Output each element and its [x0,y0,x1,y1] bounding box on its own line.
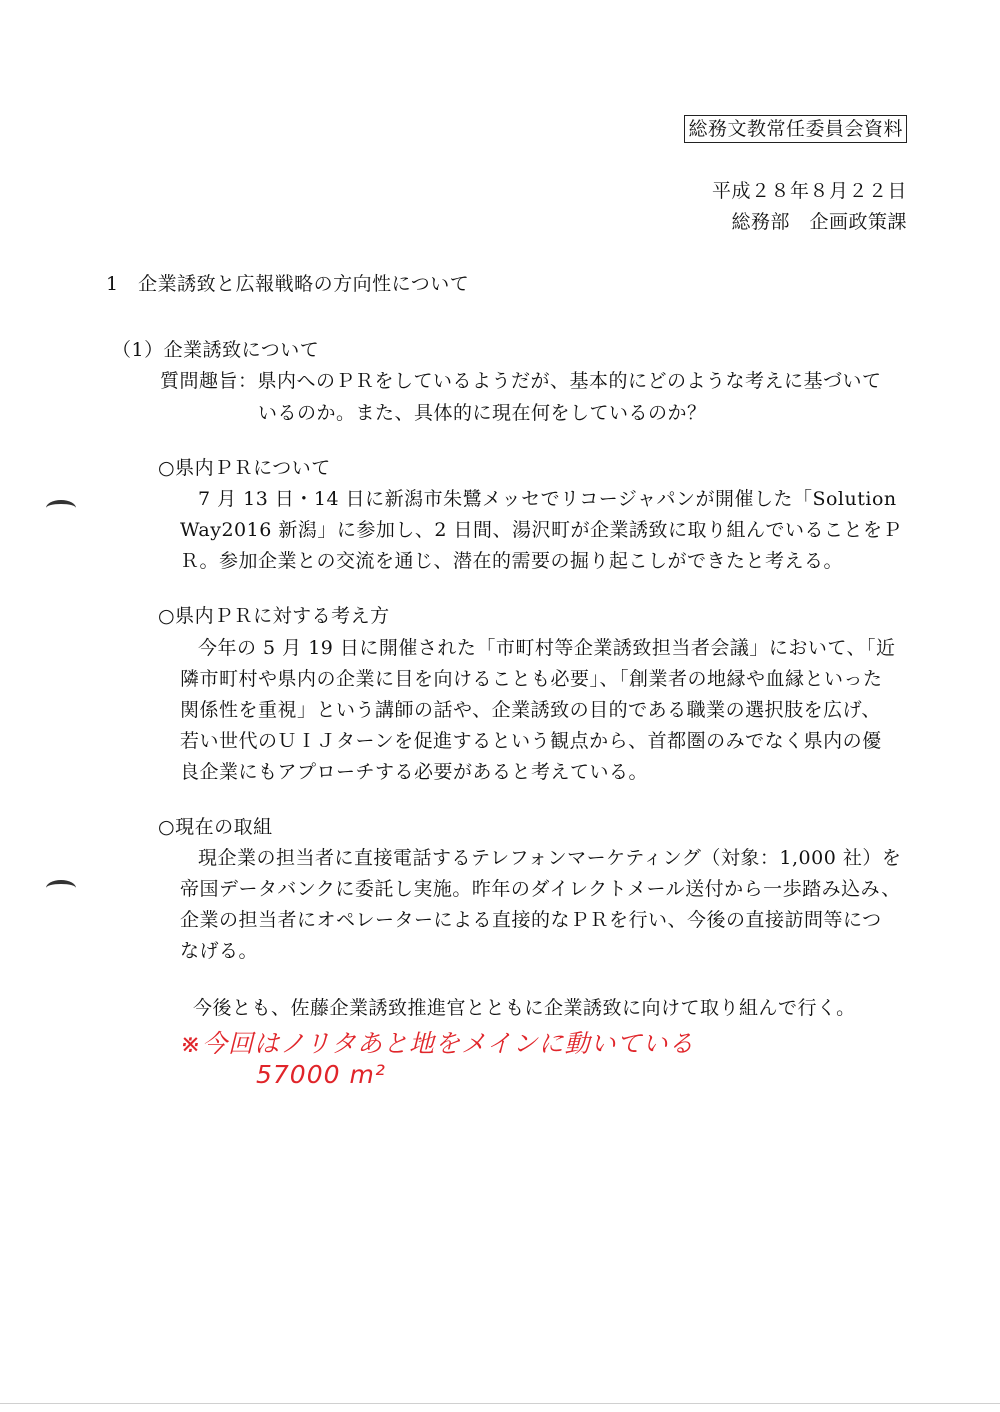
approach-line: 関係性を重視」という講師の話や、企業誘致の目的である職業の選択肢を広げ、 [180,699,881,721]
section-heading: 1 企業誘致と広報戦略の方向性について [106,273,470,295]
closing-statement: 今後とも、佐藤企業誘致推進官とともに企業誘致に向けて取り組んで行く。 [193,997,856,1019]
current-line: 現企業の担当者に直接電話するテレフォンマーケティング（対象：1,000 社）を [198,847,902,869]
pr-line: Ｒ。参加企業との交流を通じ、潜在的需要の掘り起こしができたと考える。 [180,550,844,572]
current-heading: ○現在の取組 [158,816,273,838]
approach-line: 隣市町村や県内の企業に目を向けることも必要」、「創業者の地縁や血縁といった [180,668,883,690]
document-department: 総務部 企画政策課 [731,211,907,233]
pr-heading: ○県内ＰＲについて [158,457,331,479]
handwritten-note-line2: 57000 m² [256,1060,386,1089]
current-line: 企業の担当者にオペレーターによる直接的なＰＲを行い、今後の直接訪問等につ [180,909,882,931]
question-line-2: いるのか。また、具体的に現在何をしているのか？ [258,402,707,424]
current-line: なげる。 [180,940,259,962]
handwritten-note-line1: ※今回はノリタあと地をメインに動いている [180,1029,695,1058]
punch-hole-mark [46,880,76,896]
subsection-heading: （1）企業誘致について [112,339,320,361]
scan-edge-line [0,1403,1000,1404]
document-label: 総務文教常任委員会資料 [684,115,907,143]
current-line: 帝国データバンクに委託し実施。昨年のダイレクトメール送付から一歩踏み込み、 [180,878,901,900]
document-date: 平成２８年８月２２日 [711,180,907,202]
approach-heading: ○県内ＰＲに対する考え方 [158,605,390,627]
pr-line: Way2016 新潟」に参加し、2 日間、湯沢町が企業誘致に取り組んでいることをＰ [180,519,902,541]
approach-line: 良企業にもアプローチする必要があると考えている。 [180,761,649,783]
punch-hole-mark [46,500,76,516]
approach-line: 今年の 5 月 19 日に開催された「市町村等企業誘致担当者会議」において、「近 [198,637,896,659]
pr-line: 7 月 13 日・14 日に新潟市朱鷺メッセでリコージャパンが開催した「Solution [198,488,897,510]
approach-line: 若い世代のＵＩＪターンを促進するという観点から、首都圏のみでなく県内の優 [180,730,882,752]
question-line-1: 質問趣旨：県内へのＰＲをしているようだが、基本的にどのような考えに基づいて [160,370,882,392]
